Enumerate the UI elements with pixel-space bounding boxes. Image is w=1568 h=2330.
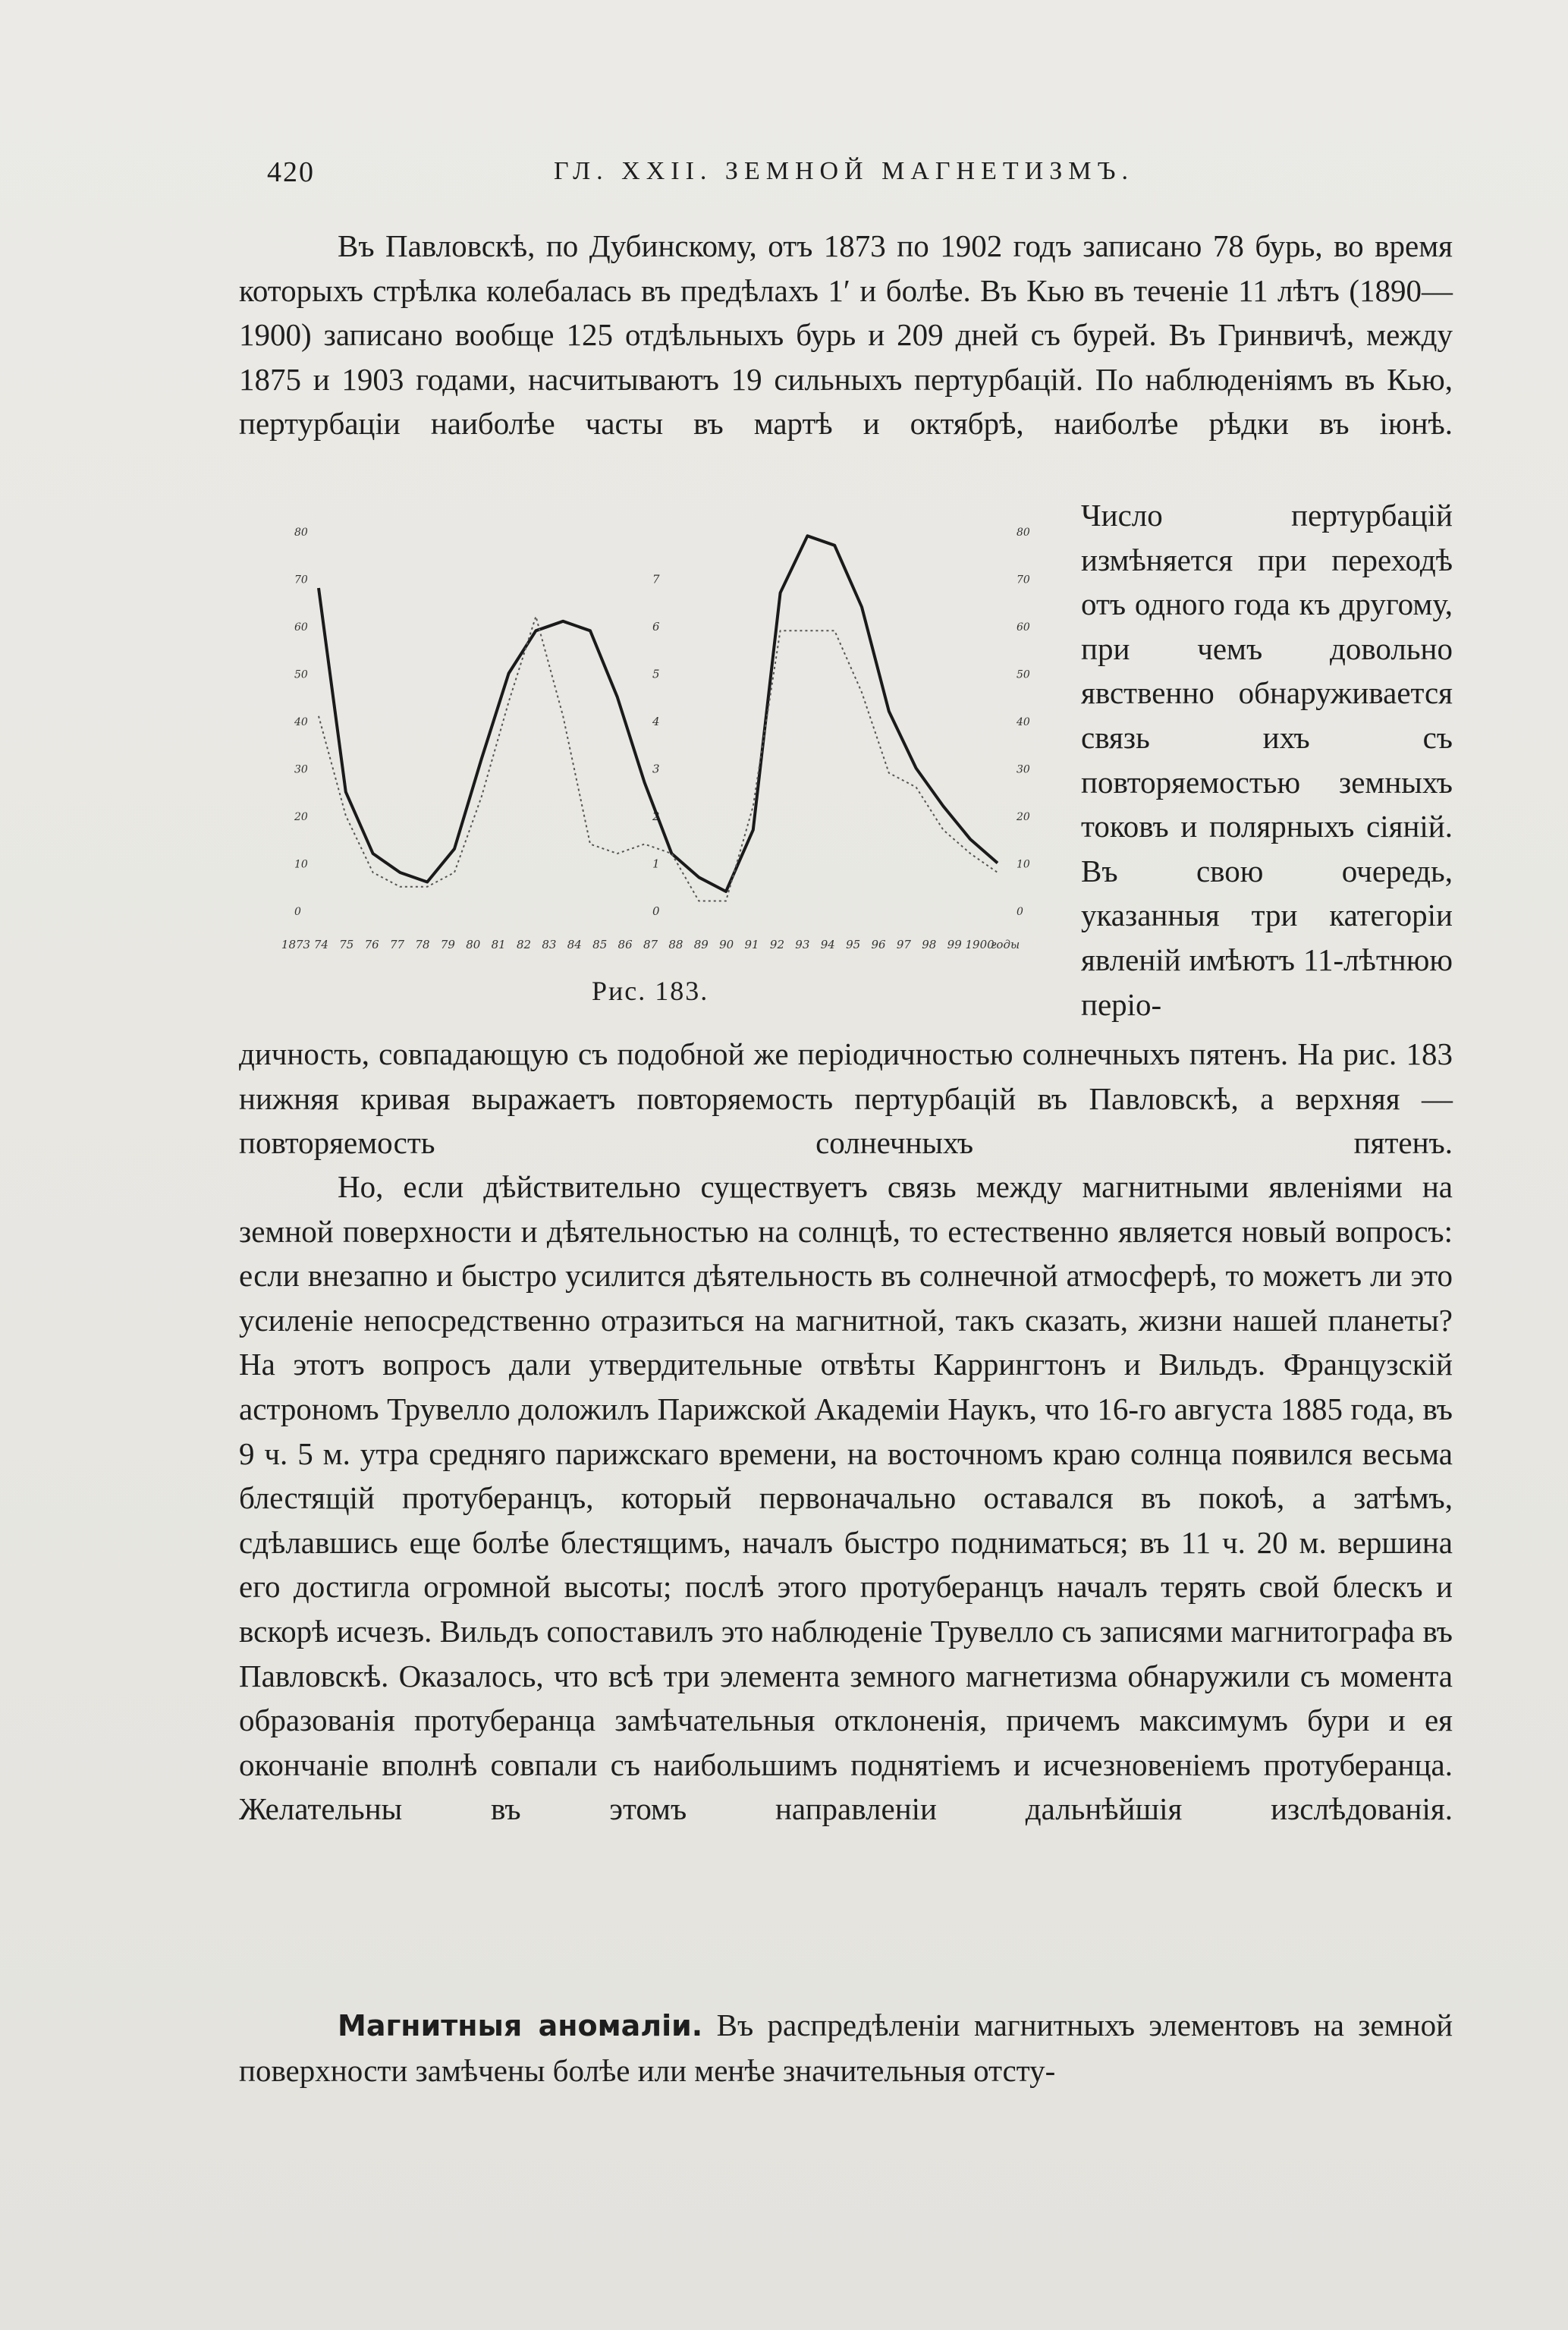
- x-axis-tick-label: 86: [617, 938, 633, 951]
- running-title: ГЛ. XXII. ЗЕМНОЙ МАГНЕТИЗМЪ.: [554, 157, 1134, 185]
- right-axis-tick-label: 60: [1017, 621, 1030, 634]
- x-axis-tick-label: 1900: [965, 938, 995, 951]
- wrapped-paragraph: Число пертурбацій измѣняется при переходѣ отъ одного года къ другому, при чемъ довольно явственно обнаруживается связь ихъ съ повторяемостью земныхъ токовъ и полярныхъ сіяній. Въ свою очередь, указанныя три категоріи явленій имѣютъ 11-лѣтнюю періо-: [1081, 498, 1453, 1022]
- right-axis-tick-label: 10: [1017, 858, 1030, 871]
- right-axis-tick-label: 0: [1017, 906, 1023, 918]
- x-axis-tick-label: 82: [516, 938, 532, 951]
- figure-183: [281, 516, 1047, 1001]
- x-axis-tick-label: 94: [820, 938, 835, 951]
- middle-axis-tick-label: 0: [652, 904, 660, 918]
- x-axis-tick-label: 93: [795, 938, 810, 951]
- x-axis-tick-label: 96: [871, 938, 886, 951]
- x-axis-tick-label: 79: [440, 938, 455, 951]
- left-axis-tick-label: 40: [294, 716, 308, 728]
- middle-axis-tick-label: 6: [652, 620, 660, 634]
- right-axis-tick-label: 30: [1017, 763, 1030, 776]
- x-axis-tick-label: 91: [744, 938, 759, 951]
- figure-caption: Рис. 183.: [592, 976, 709, 1006]
- left-axis-tick-label: 20: [294, 811, 308, 823]
- right-axis-tick-label: 80: [1017, 527, 1030, 539]
- x-axis-tick-label: 81: [491, 938, 506, 951]
- section-text: Въ распредѣленіи магнитныхъ элементовъ на земной поверхности замѣчены болѣе или менѣе значительныя отсту-: [239, 2008, 1453, 2088]
- x-axis-tick-label: 90: [719, 938, 734, 951]
- left-axis-tick-label: 50: [294, 668, 308, 681]
- x-axis-tick-label: 98: [922, 938, 937, 951]
- x-axis-tick-label: 99: [947, 938, 962, 951]
- x-axis-tick-label: 77: [390, 938, 405, 951]
- paragraph-2: дичность, совпадающую съ подобной же періодичностью солнечныхъ пятенъ. На рис. 183 нижняя кривая выражаетъ повторяемость пертурбацій въ Павловскѣ, а верхняя — повторяемость солнечныхъ пятенъ.: [239, 1036, 1453, 1161]
- page-header: [258, 156, 1453, 201]
- x-axis-tick-label: 88: [668, 938, 683, 951]
- x-axis-tick-label: 87: [643, 938, 658, 951]
- x-axis-tick-label: 80: [466, 938, 481, 951]
- x-axis-tick-label: 83: [542, 938, 557, 951]
- x-axis-tick-label: 78: [415, 938, 430, 951]
- x-axis-tick-label: 75: [339, 938, 354, 951]
- x-axis-tick-label: 74: [313, 938, 328, 951]
- middle-axis-tick-label: 1: [652, 857, 660, 871]
- right-axis-tick-label: 50: [1017, 668, 1030, 681]
- x-axis-tick-label: 95: [846, 938, 861, 951]
- left-axis-tick-label: 10: [294, 858, 308, 871]
- middle-axis-tick-label: 5: [652, 667, 660, 681]
- x-axis-tick-label: 89: [693, 938, 709, 951]
- x-axis-tick-label: 92: [769, 938, 785, 951]
- page-number: 420: [267, 156, 315, 188]
- sunspot-perturbation-chart: [281, 516, 1047, 971]
- x-axis-tick-label: 85: [592, 938, 608, 951]
- middle-axis-tick-label: 4: [652, 715, 660, 728]
- paragraph-3: Но, если дѣйствительно существуетъ связь между магнитными явленіями на земной поверхности и дѣятельностью на солнцѣ, то естественно является новый вопросъ: если внезапно и быстро усилится дѣятельность въ солнечной атмосферѣ, то можетъ ли это усиленіе непосредственно отразиться на магнитной, такъ сказать, жизни нашей планеты? На этотъ вопросъ дали утвердительные отвѣты Каррингтонъ и Вильдъ. Французскій астрономъ Трувелло доложилъ Парижской Академіи Наукъ, что 16-го августа 1885 года, въ 9 ч. 5 м. утра средняго парижскаго времени, на восточномъ краю солнца появился весьма блестящій протуберанцъ, который первоначально оставался въ покоѣ, а затѣмъ, сдѣлавшись еще болѣе блестящимъ, началъ быстро подниматься; въ 11 ч. 20 м. вершина его достигла огромной высоты; послѣ этого протуберанцъ началъ терять свой блескъ и вскорѣ исчезъ. Вильдъ сопоставилъ это наблюденіе Трувелло съ записями магнитографа въ Павловскѣ. Оказалось, что всѣ три элемента земного магнетизма обнаружили съ момента образованія протуберанца замѣчательныя отклоненія, причемъ максимумъ бури и ея окончаніе вполнѣ совпали съ наибольшимъ поднятіемъ и исчезновеніемъ протуберанца. Желательны въ этомъ направленіи дальнѣйшія изслѣдованія.: [239, 1169, 1453, 1827]
- left-axis-tick-label: 30: [294, 763, 308, 776]
- x-axis-tick-label: 1873: [281, 938, 311, 951]
- x-axis-tick-label: 76: [364, 938, 379, 951]
- section-heading: Магнитныя аномаліи.: [338, 2009, 703, 2042]
- right-axis-tick-label: 40: [1017, 716, 1030, 728]
- paragraph-4: [239, 2003, 1453, 2093]
- right-axis-tick-label: 70: [1017, 574, 1030, 586]
- paragraph-1: Въ Павловскѣ, по Дубинскому, отъ 1873 по 1902 годъ записано 78 бурь, во время которыхъ стрѣлка колебалась въ предѣлахъ 1′ и болѣе. Въ Кью въ теченіе 11 лѣтъ (1890—1900) записано вообще 125 отдѣльныхъ бурь и 209 дней съ бурей. Въ Гринвичѣ, между 1875 и 1903 годами, насчитываютъ 19 сильныхъ пертурбацій. По наблюденіямъ въ Кью, пертурбаціи наиболѣе часты въ мартѣ и октябрѣ, наиболѣе рѣдки въ іюнѣ.: [239, 228, 1453, 442]
- left-axis-tick-label: 80: [294, 527, 308, 539]
- left-axis-tick-label: 0: [294, 906, 301, 918]
- left-axis-tick-label: 70: [294, 574, 308, 586]
- middle-axis-tick-label: 2: [652, 810, 660, 823]
- solid-series-line: [319, 536, 998, 891]
- x-axis-tick-label: 97: [896, 938, 911, 951]
- right-axis-tick-label: 20: [1017, 811, 1030, 823]
- x-axis-tick-label: годы: [990, 938, 1020, 951]
- x-axis-tick-label: 84: [567, 938, 582, 951]
- middle-axis-tick-label: 7: [652, 572, 660, 586]
- middle-axis-tick-label: 3: [652, 762, 660, 776]
- left-axis-tick-label: 60: [294, 621, 308, 634]
